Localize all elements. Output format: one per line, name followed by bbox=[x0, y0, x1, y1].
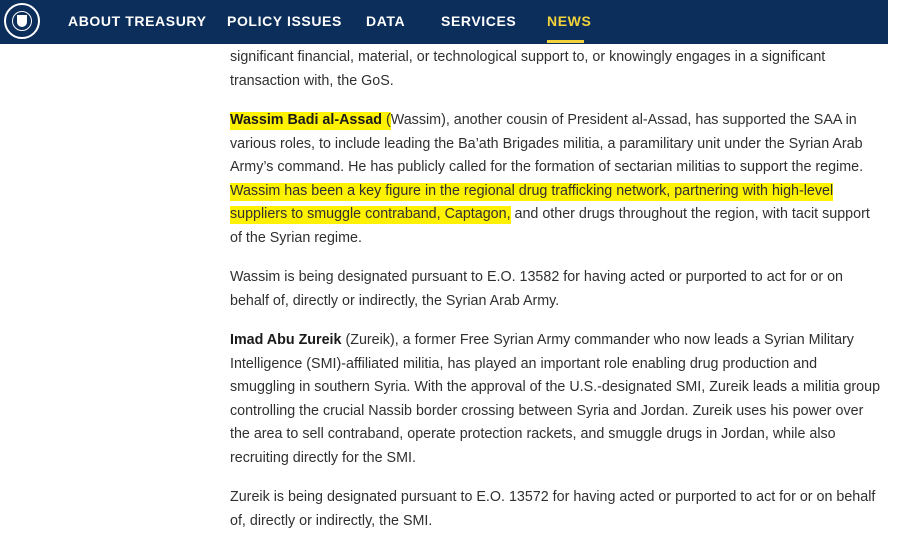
wassim-name: Wassim Badi al-Assad bbox=[230, 112, 383, 128]
zureik-description: (Zureik), a former Free Syrian Army commander who now leads a Syrian Military Intelligence (SMI)-affiliated militia, has played an important role enabling drug production and smuggling in southern Syria. With the approval of the U.S.-designated SMI, Zureik leads a militia group controlling the crucial Nassib border crossing between Syria and Jordan. Zureik uses his power over the area to sell contraband, operate protection rackets, and smuggle drugs in Jordan, while also recruiting directly for the SMI. bbox=[230, 332, 881, 466]
nav-active-indicator bbox=[547, 40, 584, 43]
highlighted-drug-trafficking: Wassim has been a key figure in the regional drug trafficking network, partnering with high-level suppliers to smuggle contraband, Captagon, bbox=[230, 182, 834, 222]
paragraph-zureik-designation: Zureik is being designated pursuant to E.O. 13572 for having acted or purported to act for or on behalf of, directly or indirectly, the SMI. bbox=[230, 489, 876, 529]
treasury-seal-logo[interactable] bbox=[4, 3, 40, 39]
nav-data[interactable]: DATA bbox=[366, 13, 406, 29]
nav-services[interactable]: SERVICES bbox=[441, 13, 517, 29]
paren-open: ( bbox=[382, 112, 391, 128]
article-body bbox=[230, 44, 885, 549]
zureik-name: Imad Abu Zureik bbox=[230, 332, 342, 348]
wassim-description: Wassim), another cousin of President al-Assad, has supported the SAA in various roles, to include leading the Ba’ath Brigades militia, a paramilitary unit under the Syrian Arab Army’s command. He has publicly called for the formation of sectarian militias to support the regime. bbox=[230, 112, 864, 175]
paragraph-wassim bbox=[230, 109, 885, 250]
wassim-tail: and other drugs throughout the region, with tacit support of the Syrian regime. bbox=[230, 206, 870, 246]
paragraph-gos-support: significant financial, material, or technological support to, or knowingly engages in a significant transaction with, the GoS. bbox=[230, 49, 826, 89]
nav-policy-issues[interactable]: POLICY ISSUES bbox=[227, 13, 342, 29]
paragraph-wassim-designation: Wassim is being designated pursuant to E.O. 13582 for having acted or purported to act for or on behalf of, directly or indirectly, the Syrian Arab Army. bbox=[230, 269, 843, 309]
seal-shield-icon bbox=[17, 15, 27, 27]
page-scrollbar[interactable] bbox=[892, 0, 900, 479]
top-navigation-bar bbox=[0, 0, 888, 44]
nav-about-treasury[interactable]: ABOUT TREASURY bbox=[68, 13, 207, 29]
nav-news[interactable]: NEWS bbox=[547, 13, 592, 29]
paragraph-zureik bbox=[230, 329, 885, 470]
highlighted-name bbox=[230, 112, 391, 130]
